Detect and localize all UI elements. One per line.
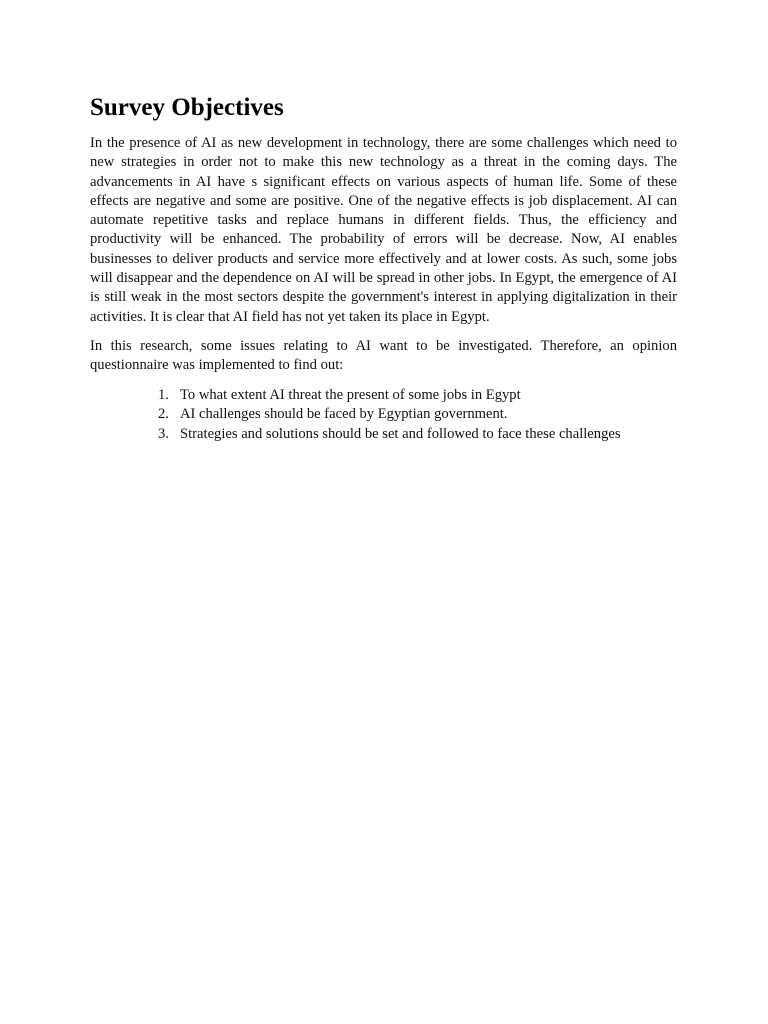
document-page [90, 92, 677, 445]
objectives-list [90, 386, 677, 445]
intro-paragraph: In the presence of AI as new development in technology, there are some challenges which need to new strategies in order not to make this new technology as a threat in the coming days. The advancements in AI have s significant effects on various aspects of human life. Some of these effects are negative and some are positive. One of the negative effects is job displacement. AI can automate repetitive tasks and replace humans in different fields. Thus, the efficiency and productivity will be enhanced. The probability of errors will be decrease. Now, AI enables businesses to deliver products and service more effectively and at lower costs. As such, some jobs will disappear and the dependence on AI will be spread in other jobs. In Egypt, the emergence of AI is still weak in the most sectors despite the government's interest in applying digitalization in their activities. It is clear that AI field has not yet taken its place in Egypt. [90, 135, 677, 325]
list-item [90, 386, 677, 406]
research-paragraph: In this research, some issues relating to AI want to be investigated. Therefore, an opinion questionnaire was implemented to find out: [90, 337, 677, 374]
list-item-text: AI challenges should be faced by Egyptian government. [180, 406, 508, 423]
list-item-number: 2. [158, 406, 169, 423]
list-item [90, 425, 677, 445]
list-item-number: 3. [158, 426, 169, 443]
list-item-number: 1. [158, 386, 169, 403]
list-item-text: Strategies and solutions should be set and followed to face these challenges [180, 426, 621, 443]
list-item [90, 405, 677, 425]
section-heading: Survey Objectives [90, 94, 284, 121]
list-item-text: To what extent AI threat the present of some jobs in Egypt [180, 386, 521, 403]
